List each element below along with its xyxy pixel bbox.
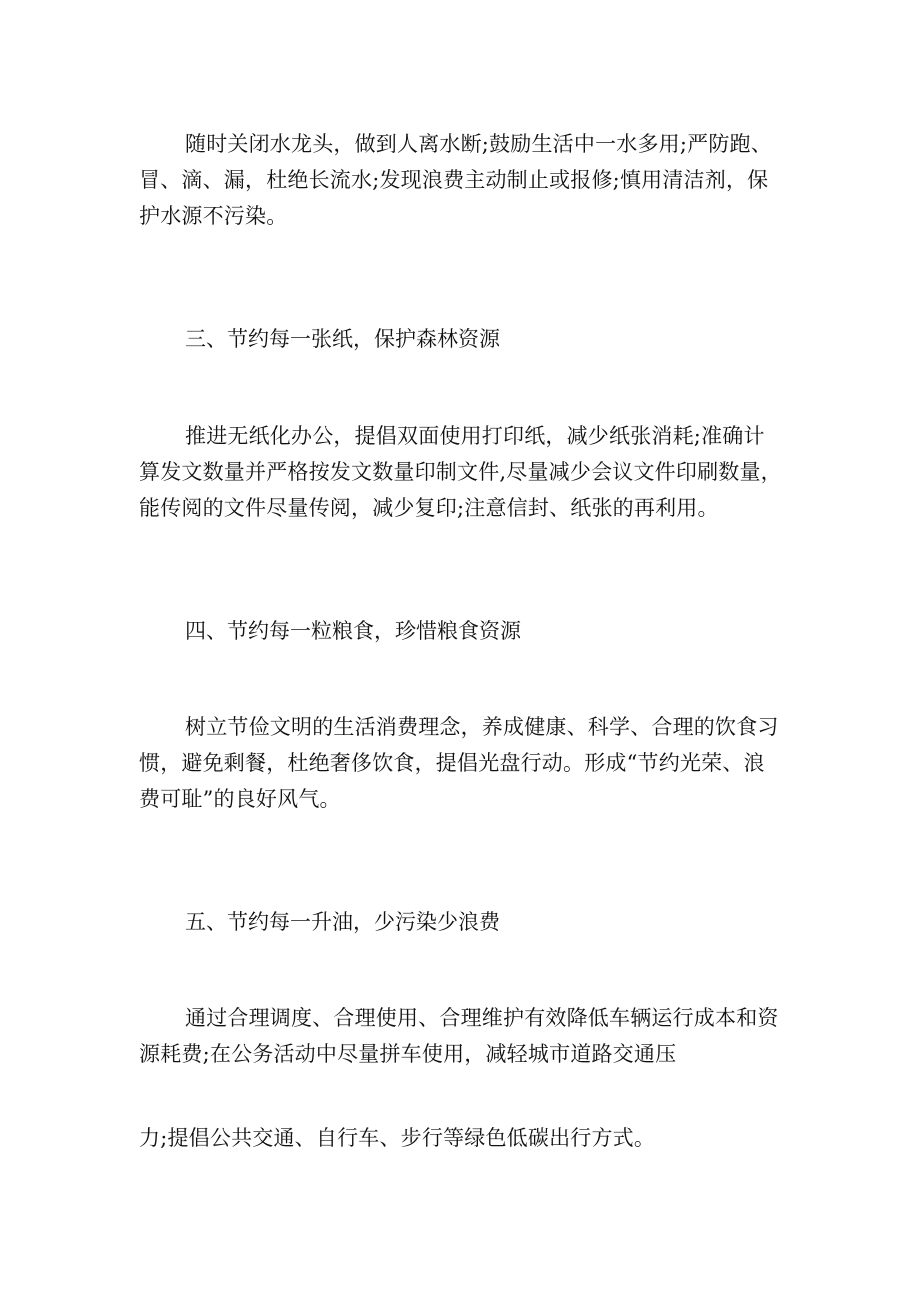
food-paragraph — [139, 709, 789, 817]
paragraph-line: 能传阅的文件尽量传阅，减少复印;注意信封、纸张的再利用。 — [139, 496, 719, 520]
water-paragraph — [139, 126, 789, 234]
paragraph-line: 费可耻”的良好风气。 — [139, 787, 341, 811]
paper-paragraph — [139, 418, 789, 526]
oil-paragraph-continued — [139, 1120, 789, 1156]
paragraph-line: 通过合理调度、合理使用、合理维护有效降低车辆运行成本和资 — [185, 1006, 779, 1030]
oil-paragraph — [139, 1000, 789, 1072]
paragraph-line: 随时关闭水龙头，做到人离水断;鼓励生活中一水多用;严防跑、 — [185, 132, 772, 156]
paragraph-line: 冒、滴、漏，杜绝长流水;发现浪费主动制止或报修;慎用清洁剂，保 — [139, 168, 769, 192]
paragraph-line: 力;提倡公共交通、自行车、步行等绿色低碳出行方式。 — [139, 1126, 656, 1150]
section-heading-paper: 三、节约每一张纸，保护森林资源 — [185, 327, 500, 351]
paragraph-line: 树立节俭文明的生活消费理念，养成健康、科学、合理的饮食习 — [185, 715, 779, 739]
paragraph-line: 推进无纸化办公，提倡双面使用打印纸，减少纸张消耗;准确计 — [185, 424, 765, 448]
paragraph-line: 算发文数量并严格按发文数量印制文件,尽量减少会议文件印刷数量， — [139, 460, 782, 484]
paragraph-line: 源耗费;在公务活动中尽量拼车使用，减轻城市道路交通压 — [139, 1042, 677, 1066]
paragraph-line: 惯，避免剩餐，杜绝奢侈饮食，提倡光盘行动。形成“节约光荣、浪 — [139, 751, 765, 775]
section-heading-food: 四、节约每一粒粮食，珍惜粮食资源 — [185, 619, 521, 643]
section-heading-oil: 五、节约每一升油，少污染少浪费 — [185, 910, 500, 934]
paragraph-line: 护水源不污染。 — [139, 204, 288, 228]
